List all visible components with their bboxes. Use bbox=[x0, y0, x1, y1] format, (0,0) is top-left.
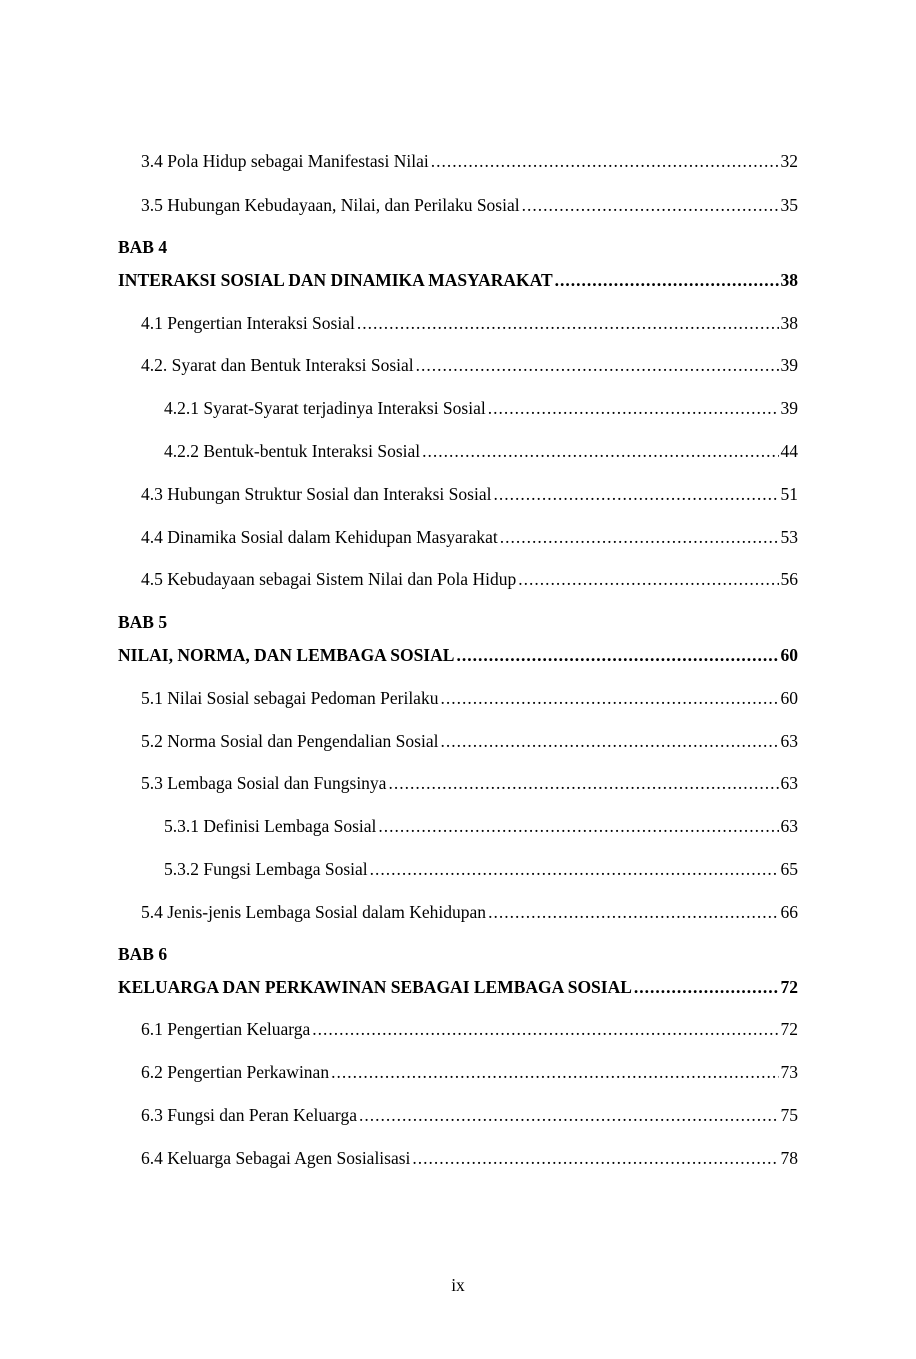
dot-leader bbox=[518, 567, 778, 591]
toc-entry-title: 6.3 Fungsi dan Peran Keluarga bbox=[141, 1105, 357, 1125]
toc-entry-page: 38 bbox=[780, 270, 798, 290]
toc-entry-page: 78 bbox=[780, 1148, 798, 1168]
toc-entry-title: 4.5 Kebudayaan sebagai Sistem Nilai dan Pola Hidup bbox=[141, 569, 517, 589]
chapter-heading: BAB 5 bbox=[118, 612, 168, 632]
toc-entry-page: 63 bbox=[780, 773, 798, 793]
dot-leader bbox=[456, 643, 778, 667]
toc-entry-line bbox=[141, 149, 798, 173]
toc-entry-page: 66 bbox=[780, 902, 798, 922]
dot-leader bbox=[312, 1017, 778, 1041]
toc-chapter-entry[interactable] bbox=[0, 268, 916, 292]
toc-entry-line bbox=[141, 686, 798, 710]
toc-entry-title: 4.2.1 Syarat-Syarat terjadinya Interaksi Sosial bbox=[164, 398, 486, 418]
toc-entry-line bbox=[141, 567, 798, 591]
toc-entry[interactable] bbox=[0, 525, 916, 549]
dot-leader bbox=[488, 396, 779, 420]
toc-entry-title: 5.4 Jenis-jenis Lembaga Sosial dalam Kehidupan bbox=[141, 902, 487, 922]
dot-leader bbox=[331, 1060, 778, 1084]
toc-entry[interactable] bbox=[0, 1017, 916, 1041]
toc-entry-page: 60 bbox=[780, 688, 798, 708]
toc-entry-page: 63 bbox=[780, 731, 798, 751]
toc-entry-line bbox=[141, 353, 798, 377]
toc-entry-line bbox=[164, 439, 798, 463]
toc-entry-line bbox=[141, 311, 798, 335]
dot-leader bbox=[555, 268, 779, 292]
toc-entry-title: 6.4 Keluarga Sebagai Agen Sosialisasi bbox=[141, 1148, 411, 1168]
toc-entry[interactable] bbox=[0, 771, 916, 795]
dot-leader bbox=[388, 771, 778, 795]
toc-entry[interactable] bbox=[0, 193, 916, 217]
toc-entry-title: 5.3 Lembaga Sosial dan Fungsinya bbox=[141, 773, 387, 793]
chapter-heading: BAB 6 bbox=[118, 944, 168, 964]
toc-entry-line bbox=[118, 975, 798, 999]
page-number: ix bbox=[451, 1275, 465, 1295]
toc-entry-page: 60 bbox=[780, 645, 798, 665]
toc-entry-line bbox=[164, 857, 798, 881]
dot-leader bbox=[431, 149, 779, 173]
toc-entry-title: 5.2 Norma Sosial dan Pengendalian Sosial bbox=[141, 731, 439, 751]
dot-leader bbox=[522, 193, 779, 217]
toc-entry-title: 5.1 Nilai Sosial sebagai Pedoman Perilaku bbox=[141, 688, 439, 708]
dot-leader bbox=[412, 1146, 778, 1170]
toc-entry-line bbox=[141, 1146, 798, 1170]
toc-entry-title: 4.1 Pengertian Interaksi Sosial bbox=[141, 313, 355, 333]
toc-entry[interactable] bbox=[0, 353, 916, 377]
toc-entry[interactable] bbox=[0, 814, 916, 838]
dot-leader bbox=[422, 439, 778, 463]
toc-chapter-entry[interactable] bbox=[0, 643, 916, 667]
chapter-heading: BAB 4 bbox=[118, 237, 168, 257]
dot-leader bbox=[359, 1103, 779, 1127]
toc-entry-title: 4.4 Dinamika Sosial dalam Kehidupan Masyarakat bbox=[141, 527, 498, 547]
toc-entry-title: KELUARGA DAN PERKAWINAN SEBAGAI LEMBAGA SOSIAL bbox=[118, 977, 632, 997]
toc-entry-line bbox=[141, 771, 798, 795]
toc-entry-title: 3.5 Hubungan Kebudayaan, Nilai, dan Perilaku Sosial bbox=[141, 195, 520, 215]
toc-entry-page: 65 bbox=[780, 859, 798, 879]
toc-entry-line bbox=[141, 482, 798, 506]
toc-entry-page: 32 bbox=[780, 151, 798, 171]
toc-entry[interactable] bbox=[0, 482, 916, 506]
toc-entry-line bbox=[118, 268, 798, 292]
dot-leader bbox=[440, 686, 778, 710]
toc-entry-page: 56 bbox=[780, 569, 798, 589]
toc-entry-title: 5.3.2 Fungsi Lembaga Sosial bbox=[164, 859, 368, 879]
toc-entry[interactable] bbox=[0, 396, 916, 420]
dot-leader bbox=[500, 525, 779, 549]
toc-entry[interactable] bbox=[0, 1060, 916, 1084]
toc-entry-line bbox=[164, 396, 798, 420]
toc-entry-page: 72 bbox=[780, 977, 798, 997]
toc-entry-line bbox=[141, 525, 798, 549]
toc-entry-page: 72 bbox=[780, 1019, 798, 1039]
toc-entry-page: 63 bbox=[780, 816, 798, 836]
toc-entry-page: 39 bbox=[780, 355, 798, 375]
dot-leader bbox=[634, 975, 779, 999]
toc-entry[interactable] bbox=[0, 1146, 916, 1170]
toc-entry-line bbox=[141, 1060, 798, 1084]
toc-entry-line bbox=[164, 814, 798, 838]
toc-entry-line bbox=[141, 1103, 798, 1127]
dot-leader bbox=[370, 857, 779, 881]
toc-entry[interactable] bbox=[0, 567, 916, 591]
toc-entry-line bbox=[141, 900, 798, 924]
toc-entry-page: 39 bbox=[780, 398, 798, 418]
toc-entry[interactable] bbox=[0, 686, 916, 710]
toc-entry[interactable] bbox=[0, 311, 916, 335]
dot-leader bbox=[378, 814, 778, 838]
toc-entry-page: 38 bbox=[780, 313, 798, 333]
toc-entry-page: 35 bbox=[780, 195, 798, 215]
toc-entry[interactable] bbox=[0, 149, 916, 173]
toc-entry[interactable] bbox=[0, 729, 916, 753]
dot-leader bbox=[440, 729, 778, 753]
toc-entry-line bbox=[141, 729, 798, 753]
toc-entry-title: 6.2 Pengertian Perkawinan bbox=[141, 1062, 330, 1082]
toc-entry-page: 75 bbox=[780, 1105, 798, 1125]
toc-entry-title: 4.3 Hubungan Struktur Sosial dan Interaksi Sosial bbox=[141, 484, 492, 504]
toc-chapter-entry[interactable] bbox=[0, 975, 916, 999]
dot-leader bbox=[416, 353, 779, 377]
toc-entry-page: 73 bbox=[780, 1062, 798, 1082]
toc-entry-title: 4.2.2 Bentuk-bentuk Interaksi Sosial bbox=[164, 441, 421, 461]
dot-leader bbox=[488, 900, 778, 924]
toc-entry-page: 44 bbox=[780, 441, 798, 461]
toc-entry[interactable] bbox=[0, 857, 916, 881]
toc-entry[interactable] bbox=[0, 900, 916, 924]
toc-entry-title: 5.3.1 Definisi Lembaga Sosial bbox=[164, 816, 377, 836]
toc-entry-title: NILAI, NORMA, DAN LEMBAGA SOSIAL bbox=[118, 645, 455, 665]
toc-entry-title: 6.1 Pengertian Keluarga bbox=[141, 1019, 311, 1039]
toc-entry-line bbox=[141, 193, 798, 217]
dot-leader bbox=[357, 311, 779, 335]
toc-entry-page: 53 bbox=[780, 527, 798, 547]
toc-entry[interactable] bbox=[0, 439, 916, 463]
toc-entry-title: 3.4 Pola Hidup sebagai Manifestasi Nilai bbox=[141, 151, 429, 171]
dot-leader bbox=[493, 482, 778, 506]
toc-entry-title: INTERAKSI SOSIAL DAN DINAMIKA MASYARAKAT bbox=[118, 270, 553, 290]
toc-entry-page: 51 bbox=[780, 484, 798, 504]
toc-entry-title: 4.2. Syarat dan Bentuk Interaksi Sosial bbox=[141, 355, 414, 375]
toc-entry[interactable] bbox=[0, 1103, 916, 1127]
toc-entry-line bbox=[118, 643, 798, 667]
toc-entry-line bbox=[141, 1017, 798, 1041]
